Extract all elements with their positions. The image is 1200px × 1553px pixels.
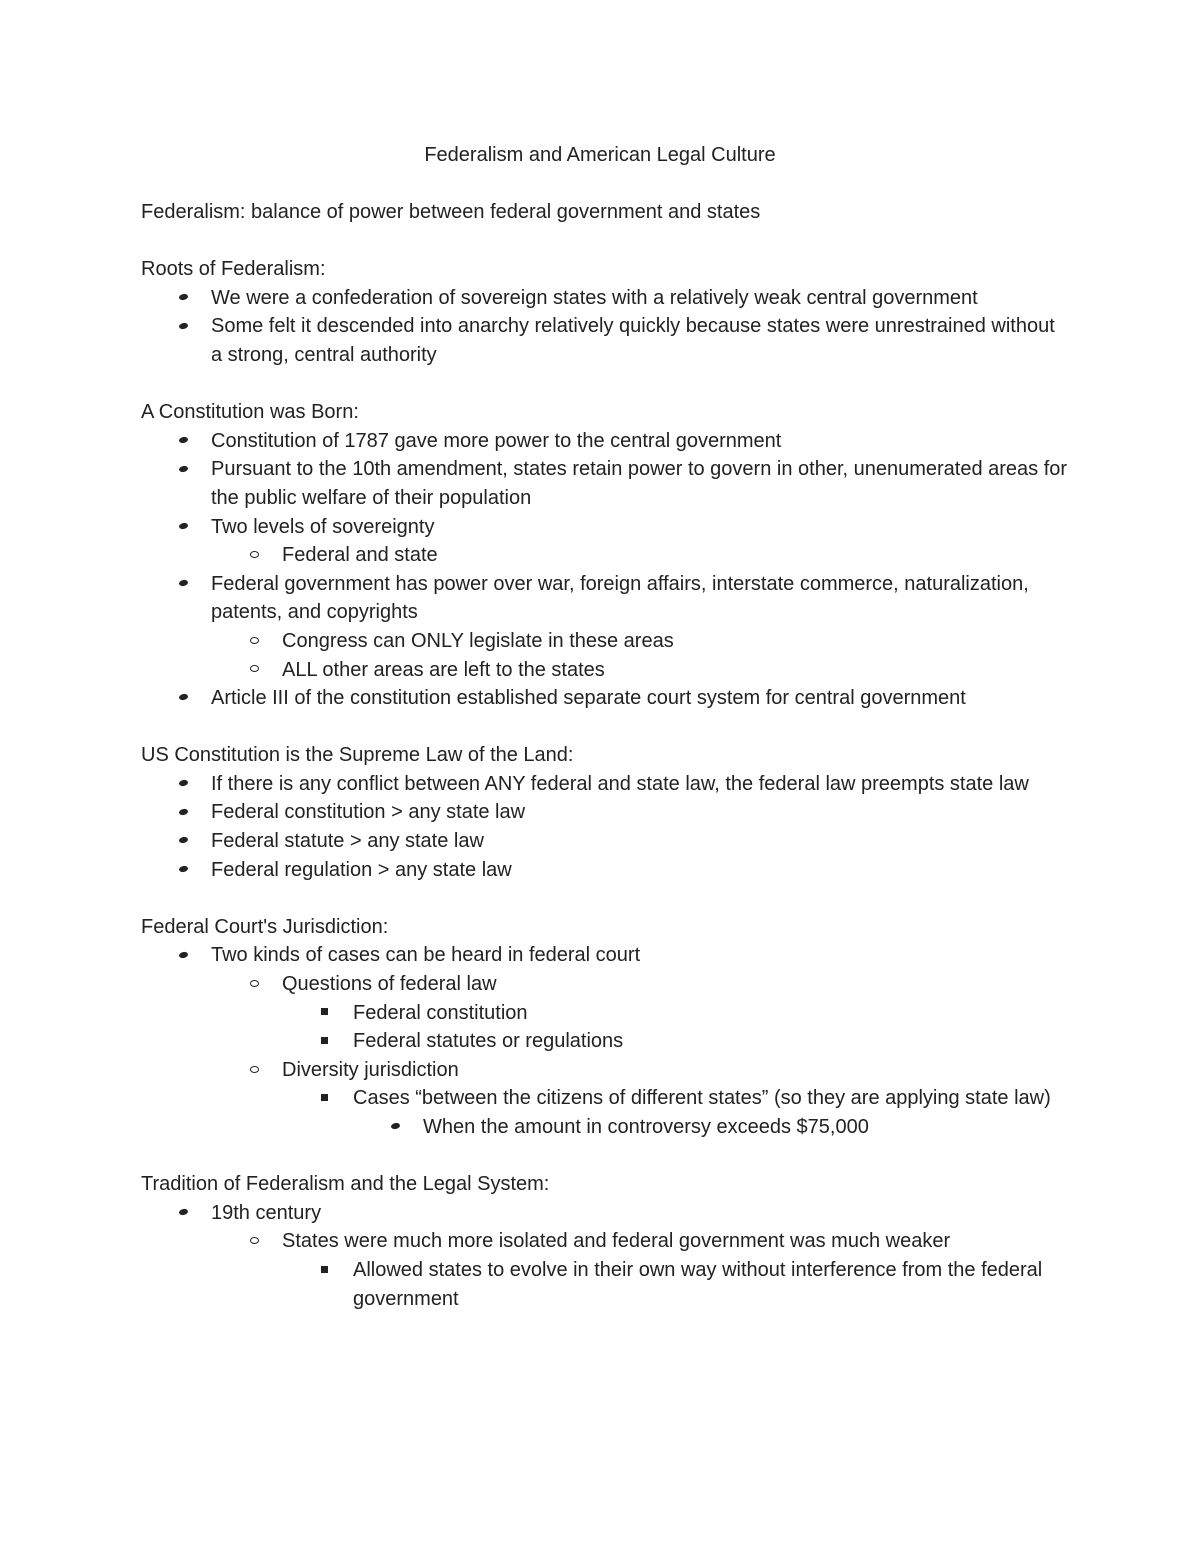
bullet-dot-icon — [385, 1113, 405, 1142]
list-item-text: Two levels of sovereignty — [211, 515, 435, 538]
section-heading: US Constitution is the Supreme Law of the Land: — [141, 744, 574, 767]
list-item-text: Cases “between the citizens of different states” (so they are applying state law) — [353, 1087, 1051, 1110]
list-item-text: Federal government has power over war, foreign affairs, interstate commerce, naturalization, patents, and copyrights — [211, 572, 1029, 624]
list-item-text: Some felt it descended into anarchy relatively quickly because states were unrestrained without a strong, central authority — [211, 315, 1055, 366]
list-item — [141, 941, 1071, 970]
bullet-circle-icon — [244, 1056, 264, 1085]
document-body — [141, 198, 1071, 1313]
list-item — [141, 684, 1071, 713]
list-item — [141, 1227, 1071, 1256]
list-item — [141, 999, 1071, 1028]
definition-paragraph: Federalism: balance of power between federal government and states — [141, 201, 761, 223]
bullet-dot-icon — [173, 427, 193, 456]
bullet-dot-icon — [173, 684, 193, 713]
bullet-dot-icon — [173, 827, 193, 856]
bullet-circle-icon — [244, 627, 264, 656]
section-spacer — [141, 884, 1071, 913]
list-item — [141, 656, 1071, 685]
list-item — [141, 1256, 1071, 1313]
bullet-dot-icon — [173, 513, 193, 542]
list-item-text: Federal regulation > any state law — [211, 858, 512, 881]
bullet-square-icon — [314, 1027, 334, 1056]
bullet-dot-icon — [173, 312, 193, 341]
list-item — [141, 1084, 1071, 1113]
bullet-circle-icon — [244, 970, 264, 999]
list-item — [141, 856, 1071, 885]
list-item-text: States were much more isolated and federal government was much weaker — [282, 1230, 951, 1253]
list-item — [141, 770, 1071, 799]
list-item-text: Congress can ONLY legislate in these areas — [282, 629, 674, 652]
section-heading: Tradition of Federalism and the Legal System: — [141, 1173, 550, 1196]
bullet-dot-icon — [173, 798, 193, 827]
bullet-dot-icon — [173, 570, 193, 599]
list-item-text: We were a confederation of sovereign states with a relatively weak central government — [211, 286, 978, 309]
bullet-square-icon — [314, 999, 334, 1028]
section-heading: Roots of Federalism: — [141, 258, 326, 281]
section-spacer — [141, 713, 1071, 742]
list-item — [141, 1056, 1071, 1085]
list-item — [141, 827, 1071, 856]
list-item — [141, 455, 1071, 512]
list-item-text: Federal constitution — [353, 1001, 528, 1024]
list-item-text: If there is any conflict between ANY federal and state law, the federal law preempts state law — [211, 772, 1029, 795]
list-item-text: 19th century — [211, 1201, 322, 1224]
list-item — [141, 1199, 1071, 1228]
section-spacer — [141, 1142, 1071, 1171]
list-item — [141, 1113, 1071, 1142]
list-item-text: Federal statutes or regulations — [353, 1030, 624, 1053]
bullet-dot-icon — [173, 941, 193, 970]
section-heading: A Constitution was Born: — [141, 401, 359, 424]
section-heading: Federal Court's Jurisdiction: — [141, 915, 389, 938]
list-item — [141, 312, 1071, 369]
list-item — [141, 1027, 1071, 1056]
list-item-text: ALL other areas are left to the states — [282, 658, 605, 681]
list-item-text: Questions of federal law — [282, 973, 497, 996]
list-item-text: Federal and state — [282, 544, 438, 567]
list-item — [141, 427, 1071, 456]
list-item — [141, 284, 1071, 313]
bullet-circle-icon — [244, 541, 264, 570]
list-item-text: Diversity jurisdiction — [282, 1058, 459, 1081]
document-title: Federalism and American Legal Culture — [424, 144, 776, 166]
list-item-text: Federal constitution > any state law — [211, 801, 526, 824]
list-item-text: Constitution of 1787 gave more power to the central government — [211, 429, 782, 452]
section-spacer — [141, 227, 1071, 256]
bullet-dot-icon — [173, 284, 193, 313]
bullet-square-icon — [314, 1256, 334, 1285]
list-item-text: Pursuant to the 10th amendment, states retain power to govern in other, unenumerated areas for the public welfare of their population — [211, 458, 1068, 509]
bullet-dot-icon — [173, 770, 193, 799]
list-item — [141, 627, 1071, 656]
bullet-circle-icon — [244, 1227, 264, 1256]
list-item-text: Federal statute > any state law — [211, 830, 484, 853]
bullet-dot-icon — [173, 856, 193, 885]
list-item — [141, 541, 1071, 570]
list-item-text: Allowed states to evolve in their own way without interference from the federal government — [353, 1258, 1043, 1310]
list-item — [141, 570, 1071, 627]
list-item — [141, 970, 1071, 999]
bullet-circle-icon — [244, 656, 264, 685]
section-spacer — [141, 370, 1071, 399]
list-item-text: Article III of the constitution established separate court system for central government — [211, 687, 966, 710]
list-item — [141, 513, 1071, 542]
list-item-text: When the amount in controversy exceeds $75,000 — [423, 1116, 869, 1138]
bullet-dot-icon — [173, 1199, 193, 1228]
bullet-dot-icon — [173, 455, 193, 484]
list-item — [141, 798, 1071, 827]
list-item-text: Two kinds of cases can be heard in federal court — [211, 944, 641, 967]
bullet-square-icon — [314, 1084, 334, 1113]
